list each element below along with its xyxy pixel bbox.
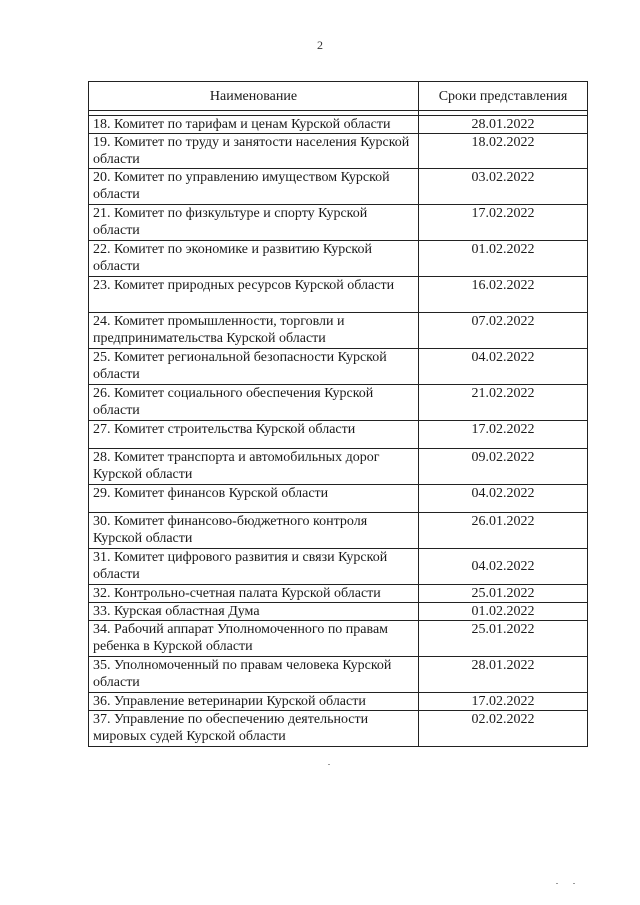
table-row xyxy=(89,549,588,585)
table-row xyxy=(89,349,588,385)
scan-speck xyxy=(556,883,558,884)
row-name: 20. Комитет по управлению имуществом Курской области xyxy=(89,169,419,205)
table-header-row xyxy=(89,82,588,111)
deadlines-table xyxy=(88,81,588,747)
row-date: 01.02.2022 xyxy=(419,241,588,277)
row-name: 35. Уполномоченный по правам человека Курской области xyxy=(89,657,419,693)
row-date: 01.02.2022 xyxy=(419,603,588,621)
table-row xyxy=(89,134,588,169)
row-name: 33. Курская областная Дума xyxy=(89,603,419,621)
row-date: 04.02.2022 xyxy=(419,349,588,385)
row-name: 26. Комитет социального обеспечения Курской области xyxy=(89,385,419,421)
row-name: 34. Рабочий аппарат Уполномоченного по правам ребенка в Курской области xyxy=(89,621,419,657)
row-date: 17.02.2022 xyxy=(419,421,588,449)
row-date: 21.02.2022 xyxy=(419,385,588,421)
header-name: Наименование xyxy=(89,82,419,111)
table-row xyxy=(89,711,588,747)
row-date: 03.02.2022 xyxy=(419,169,588,205)
row-date: 17.02.2022 xyxy=(419,205,588,241)
row-date: 04.02.2022 xyxy=(419,549,588,585)
scan-speck xyxy=(573,883,575,884)
table-row xyxy=(89,169,588,205)
table-row xyxy=(89,116,588,134)
row-date: 26.01.2022 xyxy=(419,513,588,549)
table-row xyxy=(89,449,588,485)
row-date: 25.01.2022 xyxy=(419,585,588,603)
row-date: 02.02.2022 xyxy=(419,711,588,747)
row-date: 16.02.2022 xyxy=(419,277,588,313)
row-date: 07.02.2022 xyxy=(419,313,588,349)
row-name: 22. Комитет по экономике и развитию Курской области xyxy=(89,241,419,277)
row-name: 21. Комитет по физкультуре и спорту Курской области xyxy=(89,205,419,241)
table-row xyxy=(89,603,588,621)
row-name: 37. Управление по обеспечению деятельности мировых судей Курской области xyxy=(89,711,419,747)
row-name: 36. Управление ветеринарии Курской области xyxy=(89,693,419,711)
header-deadline: Сроки представления xyxy=(419,82,588,111)
table-row xyxy=(89,585,588,603)
row-name: 31. Комитет цифрового развития и связи Курской области xyxy=(89,549,419,585)
row-date: 04.02.2022 xyxy=(419,485,588,513)
row-date: 28.01.2022 xyxy=(419,657,588,693)
row-date: 17.02.2022 xyxy=(419,693,588,711)
row-name: 29. Комитет финансов Курской области xyxy=(89,485,419,513)
row-name: 18. Комитет по тарифам и ценам Курской области xyxy=(89,116,419,134)
table-row xyxy=(89,485,588,513)
table-row xyxy=(89,205,588,241)
table-row xyxy=(89,513,588,549)
row-name: 23. Комитет природных ресурсов Курской области xyxy=(89,277,419,313)
table-row xyxy=(89,621,588,657)
row-date: 25.01.2022 xyxy=(419,621,588,657)
row-name: 32. Контрольно-счетная палата Курской области xyxy=(89,585,419,603)
row-date: 09.02.2022 xyxy=(419,449,588,485)
table-row xyxy=(89,385,588,421)
row-name: 30. Комитет финансово-бюджетного контроля Курской области xyxy=(89,513,419,549)
row-name: 27. Комитет строительства Курской области xyxy=(89,421,419,449)
scan-speck xyxy=(328,764,330,765)
row-name: 19. Комитет по труду и занятости населения Курской области xyxy=(89,134,419,169)
page-number: 2 xyxy=(317,38,323,52)
table-row xyxy=(89,421,588,449)
row-date: 18.02.2022 xyxy=(419,134,588,169)
row-date: 28.01.2022 xyxy=(419,116,588,134)
table-row xyxy=(89,693,588,711)
row-name: 25. Комитет региональной безопасности Курской области xyxy=(89,349,419,385)
table-row xyxy=(89,313,588,349)
table-row xyxy=(89,657,588,693)
row-name: 28. Комитет транспорта и автомобильных дорог Курской области xyxy=(89,449,419,485)
row-name: 24. Комитет промышленности, торговли и предпринимательства Курской области xyxy=(89,313,419,349)
table-row xyxy=(89,277,588,313)
table-row xyxy=(89,241,588,277)
